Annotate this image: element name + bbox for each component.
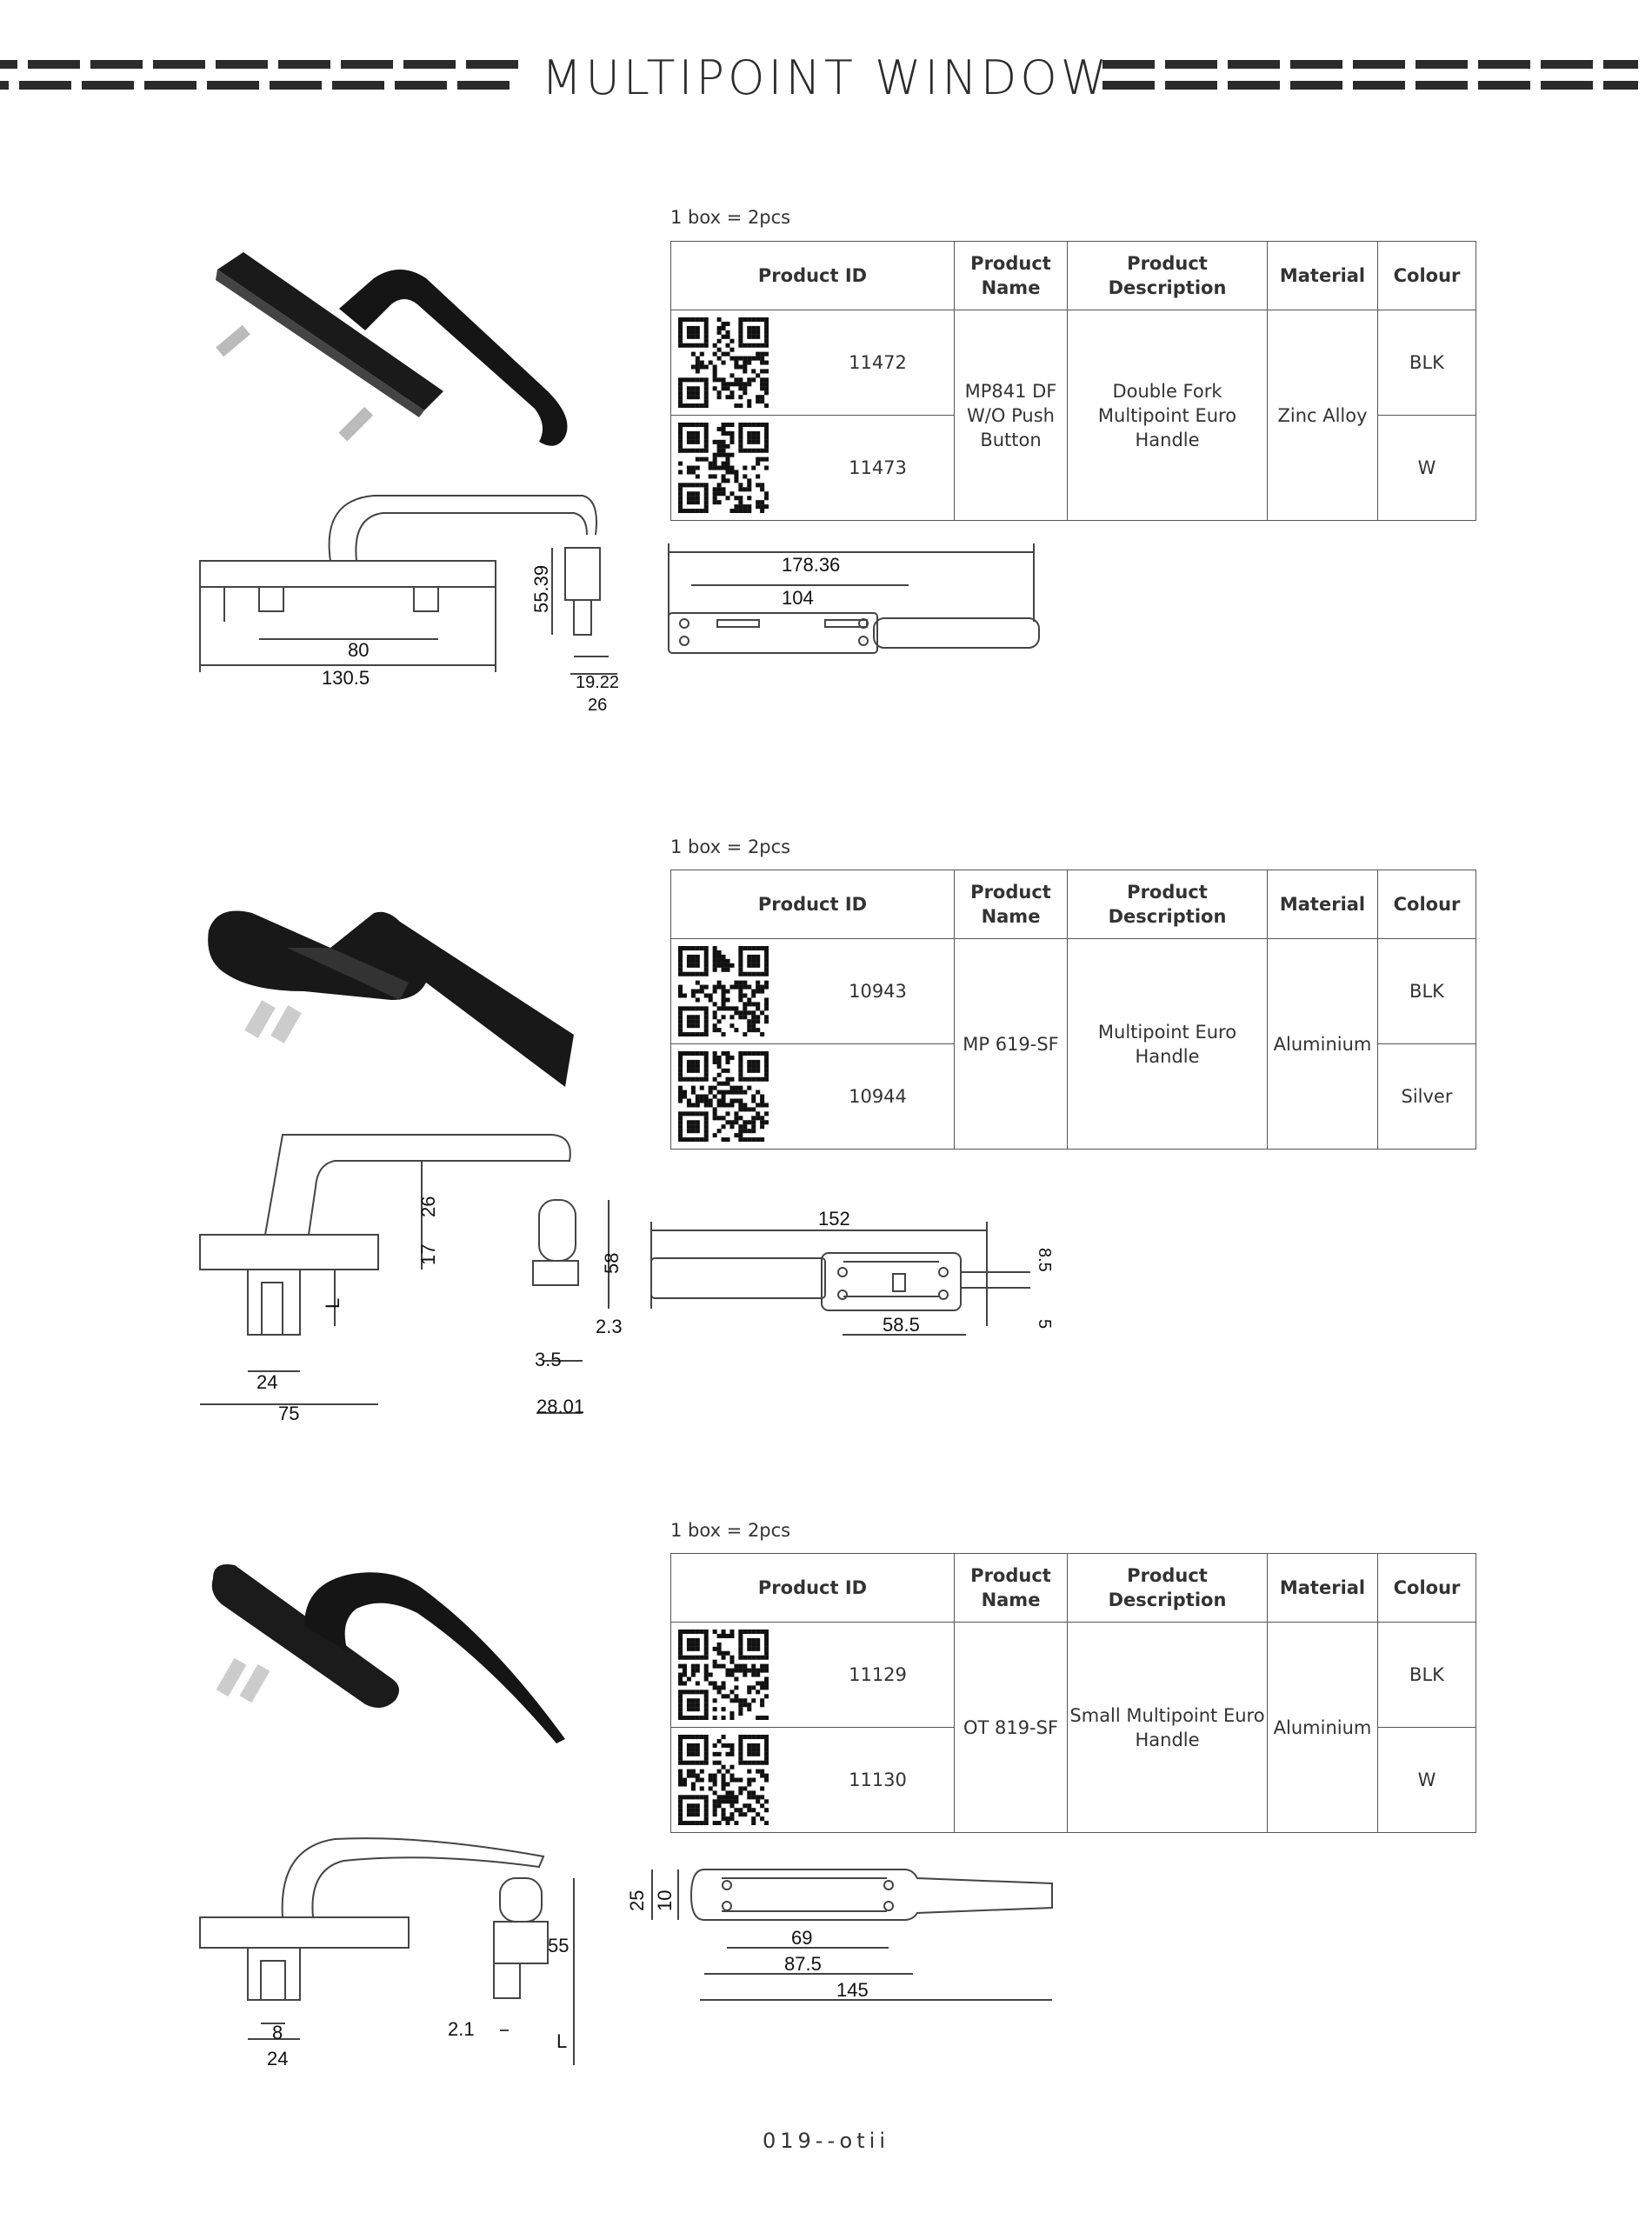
colour: W [1378,416,1476,521]
product-id-cell [671,1623,955,1728]
col-product-id: Product ID [671,242,955,310]
dimension-label: 19.22 [576,673,620,692]
dimension-label: 80 [348,639,370,661]
dimension-label: 8 [272,2022,283,2043]
product-table [670,870,1476,1150]
col-product-name: Product Name [955,1554,1068,1623]
dimension-label: 28.01 [536,1396,585,1417]
col-product-description: Product Description [1068,870,1268,939]
product-id: 11130 [849,1769,907,1790]
col-colour: Colour [1378,1554,1476,1623]
material: Aluminium [1268,1623,1378,1833]
qr-code-icon[interactable] [678,1630,769,1720]
dimension-label: 2.3 [596,1316,623,1337]
dimension-label: 55.39 [530,564,552,613]
product-photo-handle [191,243,591,470]
dimension-label: 58 [601,1252,623,1274]
product-description: Small Multipoint Euro Handle [1068,1623,1268,1833]
product-description: Multipoint Euro Handle [1068,939,1268,1150]
dimension-label: 55 [548,1935,570,1956]
product-id-cell [671,1728,955,1833]
colour: Silver [1378,1044,1476,1150]
qr-code-icon[interactable] [678,1735,769,1825]
dimension-label: 69 [791,1927,813,1949]
product-id-cell [671,310,955,416]
page-header [0,45,1652,115]
col-colour: Colour [1378,242,1476,310]
product-description: Double Fork Multipoint Euro Handle [1068,310,1268,521]
dimension-label: 25 [626,1889,648,1911]
col-product-description: Product Description [1068,242,1268,310]
box-note: 1 box = 2pcs [670,207,791,228]
product-id: 11472 [849,352,907,373]
side-view-drawing [191,483,643,726]
dimension-label: 104 [782,587,814,609]
box-note: 1 box = 2pcs [670,1520,791,1541]
col-colour: Colour [1378,870,1476,939]
product-id-cell [671,939,955,1044]
col-product-id: Product ID [671,870,955,939]
col-product-id: Product ID [671,1554,955,1623]
dimension-label: L [556,2030,568,2052]
dimension-label: 10 [654,1889,676,1911]
base-plate-drawing [665,543,1065,665]
product-id: 10943 [849,981,907,1002]
product-table [670,241,1476,521]
dimension-label: 3.5 [535,1349,562,1370]
colour: BLK [1378,939,1476,1044]
dimension-label: 5 [1035,1319,1054,1330]
page-title: MULTIPOINT WINDOW [541,50,1111,105]
colour: W [1378,1728,1476,1833]
product-id: 11473 [849,457,907,478]
dimension-label: 87.5 [784,1953,822,1975]
colour: BLK [1378,1623,1476,1728]
col-material: Material [1268,242,1378,310]
col-product-description: Product Description [1068,1554,1268,1623]
dimension-label: 24 [267,2048,289,2069]
dimension-label: 130.5 [322,667,370,689]
qr-code-icon[interactable] [678,317,769,408]
product-id-cell [671,1044,955,1150]
dimension-label: 152 [818,1208,850,1230]
col-product-name: Product Name [955,870,1068,939]
product-photo-handle [200,887,600,1096]
dimension-label: 26 [588,696,608,715]
dimension-label: 24 [256,1371,278,1393]
dimension-label: 178.36 [782,554,841,576]
product-id: 11129 [849,1664,907,1685]
material: Aluminium [1268,939,1378,1150]
material: Zinc Alloy [1268,310,1378,521]
dimension-label: 75 [278,1403,300,1424]
product-id-cell [671,416,955,521]
col-material: Material [1268,870,1378,939]
base-plate-drawing [617,1861,1061,2030]
product-name: MP841 DF W/O Push Button [955,310,1068,521]
dimension-label: 145 [836,1979,869,2001]
product-id: 10944 [849,1086,907,1107]
side-view-drawing [196,1822,596,2083]
qr-code-icon[interactable] [678,423,769,513]
col-product-name: Product Name [955,242,1068,310]
product-name: MP 619-SF [955,939,1068,1150]
dimension-label: 26 [417,1196,439,1217]
col-material: Material [1268,1554,1378,1623]
qr-code-icon[interactable] [678,946,769,1036]
dimension-label: 58.5 [883,1314,920,1336]
product-name: OT 819-SF [955,1623,1068,1833]
product-photo-handle [209,1556,574,1756]
dimension-label: 2.1 [448,2018,475,2040]
side-view-drawing [196,1126,648,1430]
qr-code-icon[interactable] [678,1051,769,1142]
product-table [670,1553,1476,1833]
dimension-label: 17 [417,1243,439,1265]
box-note: 1 box = 2pcs [670,836,791,857]
page-number: 019--otii [762,2129,889,2153]
colour: BLK [1378,310,1476,416]
dimension-label: 8.5 [1035,1248,1054,1272]
dimension-label: L [322,1297,343,1309]
base-plate-drawing [648,1204,1056,1352]
